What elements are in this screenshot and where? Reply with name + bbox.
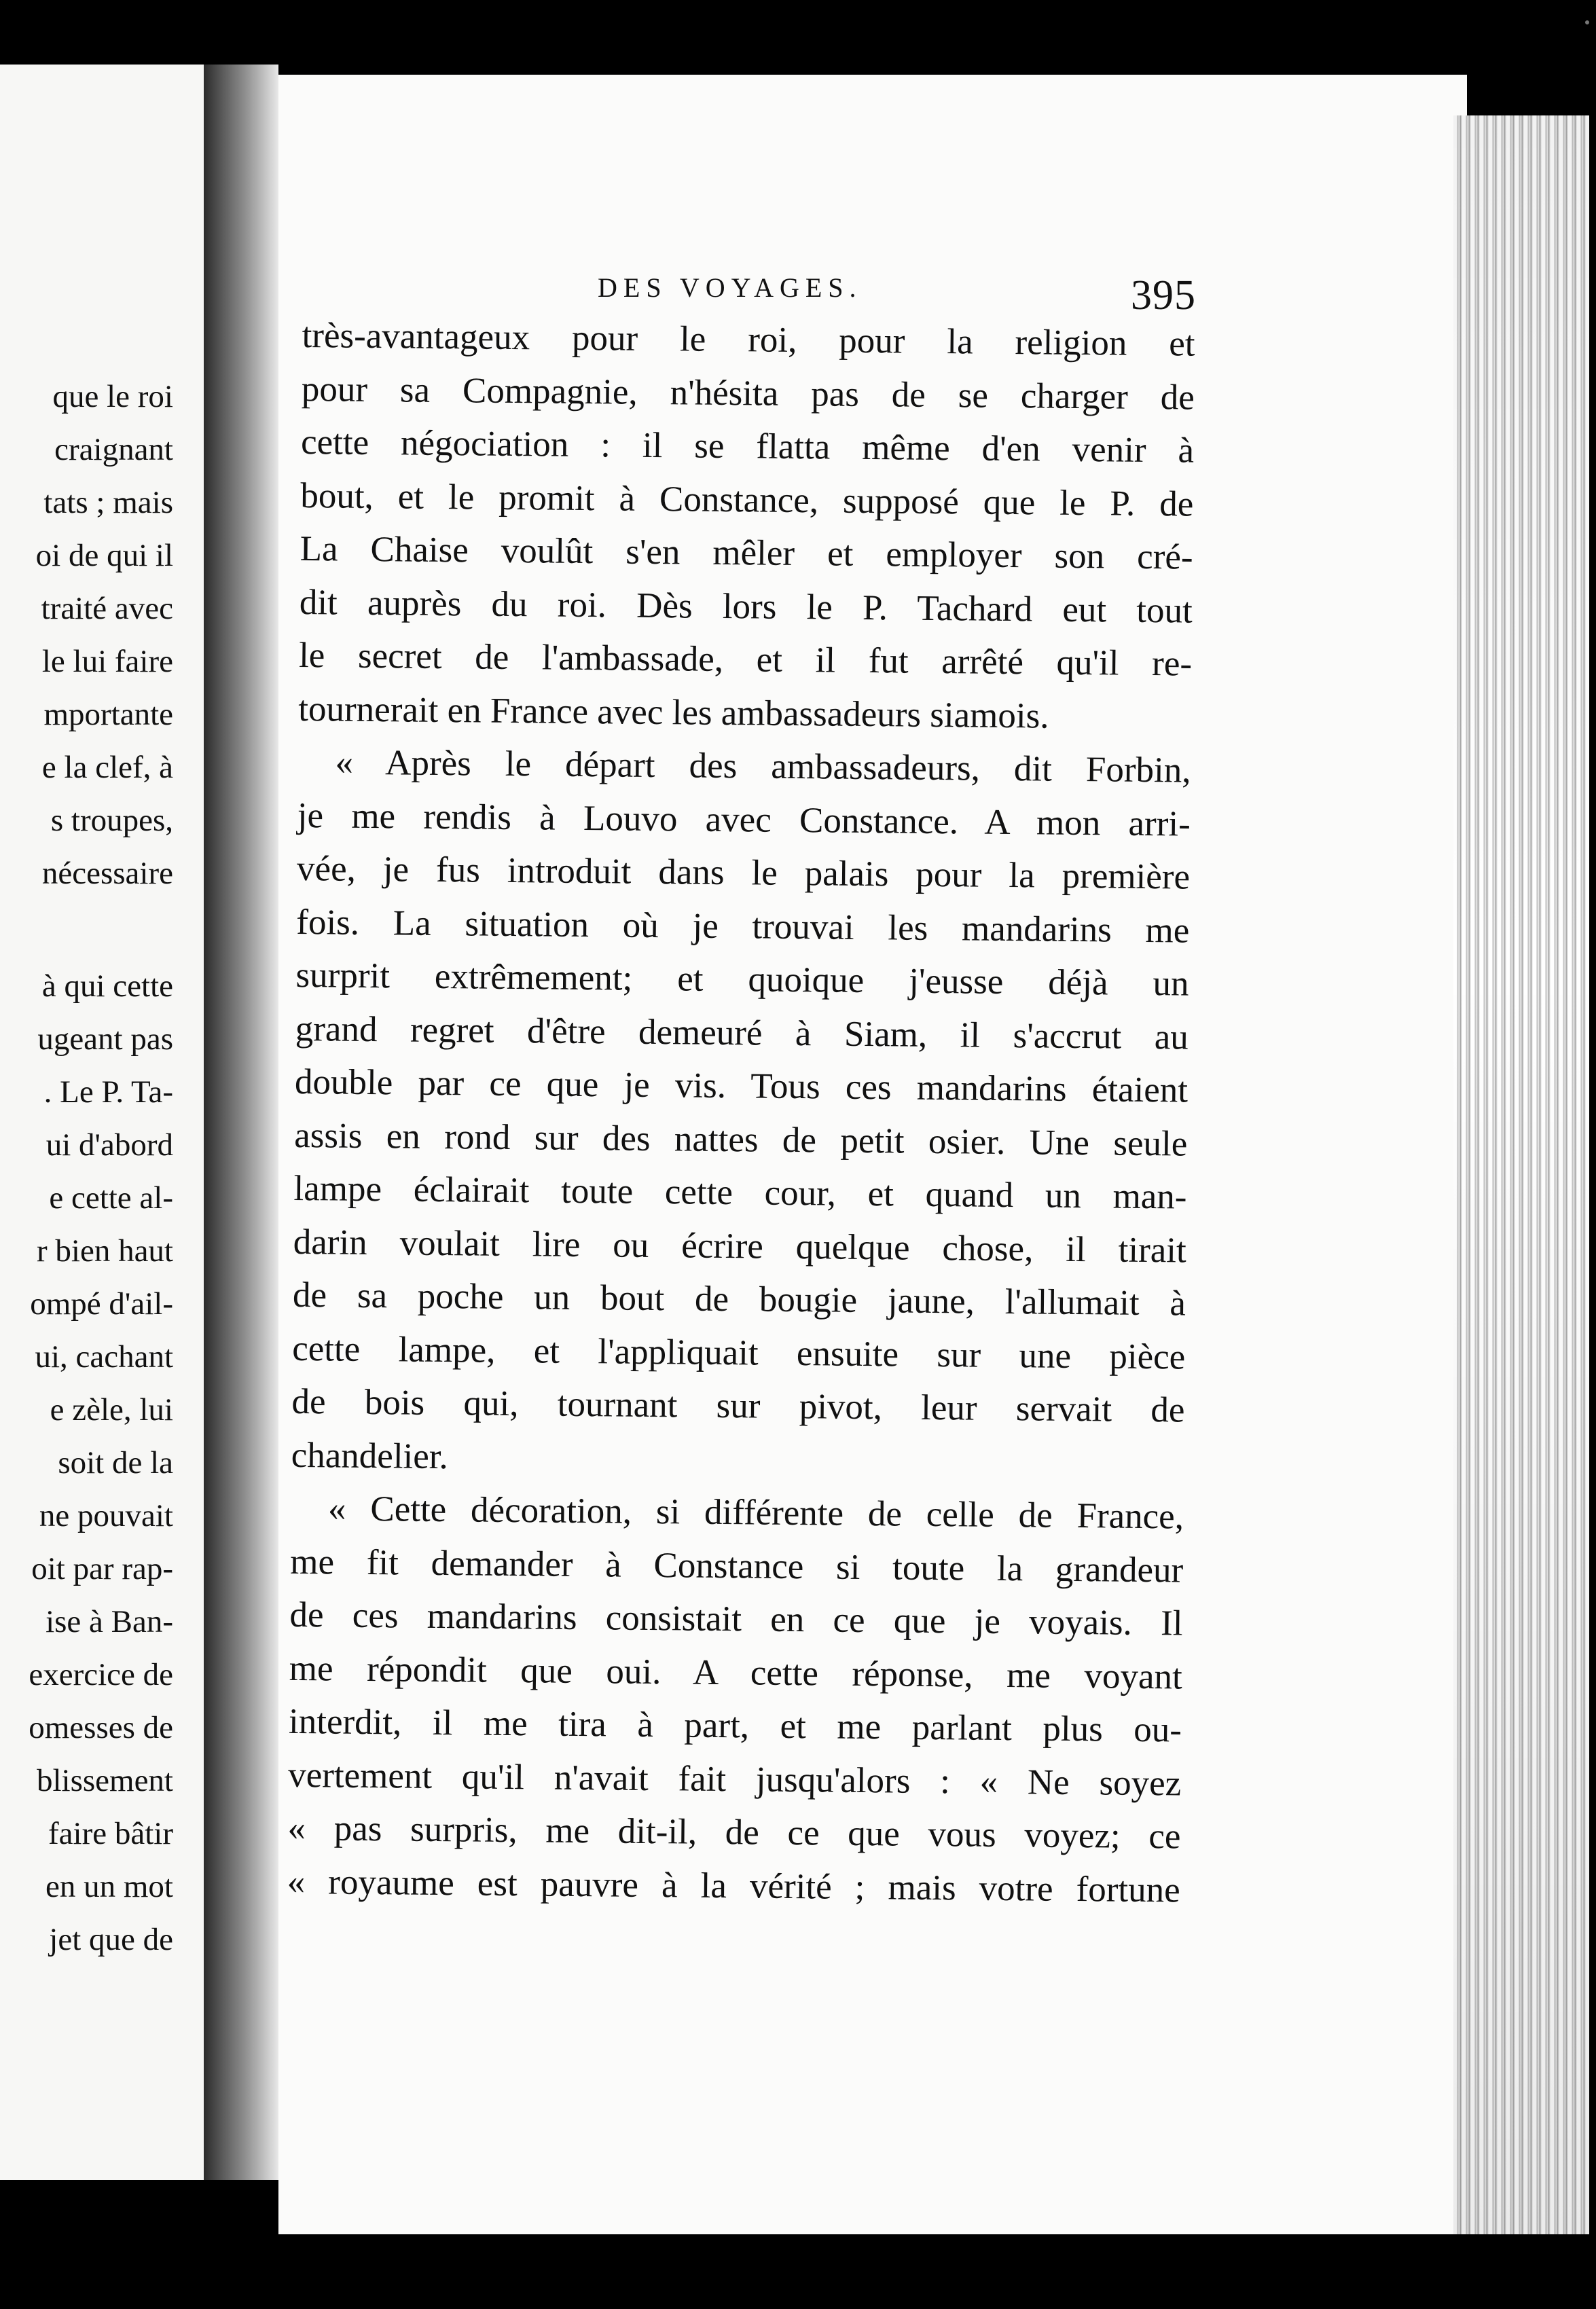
left-line: e la clef, à xyxy=(41,750,173,785)
left-line: jet que de xyxy=(49,1922,173,1957)
left-line: mportante xyxy=(43,697,173,732)
text-line: « Après le départ des ambassadeurs, dit Forbin, xyxy=(335,742,1191,790)
body-text xyxy=(287,309,1195,1917)
text-line: me fit demander à Constance si toute la grandeur xyxy=(290,1542,1184,1590)
text-line: le secret de l'ambassade, et il fut arrêté qu'il re- xyxy=(298,635,1193,684)
text-line: « pas surpris, me dit-il, de ce que vous voyez; ce xyxy=(287,1808,1181,1857)
left-line: e cette al- xyxy=(49,1180,173,1216)
left-line: oi de qui il xyxy=(35,538,173,573)
left-line: ui d'abord xyxy=(46,1127,173,1163)
left-page-text xyxy=(0,370,173,1966)
text-line: double par ce que je vis. Tous ces mandarins étaient xyxy=(294,1061,1189,1110)
dust-speck xyxy=(1585,20,1589,24)
binding-gutter xyxy=(204,65,278,2180)
text-line: vertement qu'il n'avait fait jusqu'alors : « Ne soyez xyxy=(288,1755,1182,1804)
text-line: dit auprès du roi. Dès lors le P. Tachard eut tout xyxy=(299,582,1193,631)
left-line: traité avec xyxy=(41,591,173,626)
running-head: DES VOYAGES. xyxy=(598,272,863,303)
left-line: ne pouvait xyxy=(39,1498,173,1533)
left-line: ui, cachant xyxy=(35,1339,173,1375)
left-line: omesses de xyxy=(29,1710,173,1745)
text-line: cette négociation : il se flatta même d'en venir à xyxy=(300,422,1195,471)
left-line: exercice de xyxy=(29,1657,173,1692)
left-line: en un mot xyxy=(46,1869,173,1904)
text-line: bout, et le promit à Constance, supposé que le P. de xyxy=(300,475,1194,524)
page-edges xyxy=(1453,115,1589,2234)
text-line: de bois qui, tournant sur pivot, leur servait de xyxy=(291,1381,1185,1430)
text-line: « royaume est pauvre à la vérité ; mais votre fortune xyxy=(287,1861,1180,1910)
text-line: assis en rond sur des nattes de petit osier. Une seule xyxy=(294,1115,1188,1164)
text-line: pour sa Compagnie, n'hésita pas de se charger de xyxy=(301,369,1195,418)
text-line: darin voulait lire ou écrire quelque chose, il tirait xyxy=(293,1222,1187,1271)
left-line: oit par rap- xyxy=(31,1551,173,1586)
text-line: chandelier. xyxy=(291,1435,449,1476)
left-line: nécessaire xyxy=(41,856,173,891)
page-number: 395 xyxy=(1131,272,1196,319)
left-line: ugeant pas xyxy=(37,1021,173,1057)
text-line: de ces mandarins consistait en ce que je voyais. Il xyxy=(289,1595,1183,1643)
left-line: soit de la xyxy=(58,1445,173,1480)
left-line: le lui faire xyxy=(41,644,173,679)
left-line: . Le P. Ta- xyxy=(43,1074,173,1110)
left-line: blissement xyxy=(36,1763,173,1798)
left-line: tats ; mais xyxy=(43,485,173,520)
text-line: surprit extrêmement; et quoique j'eusse déjà un xyxy=(295,955,1189,1004)
text-line: « Cette décoration, si différente de celle de France, xyxy=(327,1489,1184,1537)
left-page xyxy=(0,65,204,2180)
text-line: tournerait en France avec les ambassadeurs siamois. xyxy=(298,689,1049,736)
text-line: vée, je fus introduit dans le palais pour la première xyxy=(296,848,1191,897)
text-line: fois. La situation où je trouvai les mandarins me xyxy=(296,902,1190,951)
text-line: cette lampe, et l'appliquait ensuite sur une pièce xyxy=(292,1328,1186,1377)
text-line: grand regret d'être demeuré à Siam, il s'accrut au xyxy=(295,1008,1189,1057)
left-line: e zèle, lui xyxy=(50,1392,173,1428)
text-line: lampe éclairait toute cette cour, et quand un man- xyxy=(293,1168,1187,1217)
text-line: je me rendis à Louvo avec Constance. A mon arri- xyxy=(297,795,1191,844)
left-line: r bien haut xyxy=(37,1233,173,1269)
text-line: me répondit que oui. A cette réponse, me voyant xyxy=(289,1648,1183,1697)
left-line: craignant xyxy=(54,432,173,467)
text-line: interdit, il me tira à part, et me parlant plus ou- xyxy=(288,1701,1182,1750)
text-line: La Chaise voulût s'en mêler et employer son cré- xyxy=(300,528,1193,577)
left-line: s troupes, xyxy=(50,803,173,838)
text-line: de sa poche un bout de bougie jaune, l'allumait à xyxy=(292,1275,1186,1324)
left-line: ise à Ban- xyxy=(46,1604,173,1639)
text-line: très-avantageux pour le roi, pour la religion et xyxy=(302,315,1195,364)
left-line: à qui cette xyxy=(41,968,173,1004)
left-line: que le roi xyxy=(52,379,173,414)
left-line: faire bâtir xyxy=(48,1816,173,1851)
left-line: ompé d'ail- xyxy=(30,1286,173,1322)
